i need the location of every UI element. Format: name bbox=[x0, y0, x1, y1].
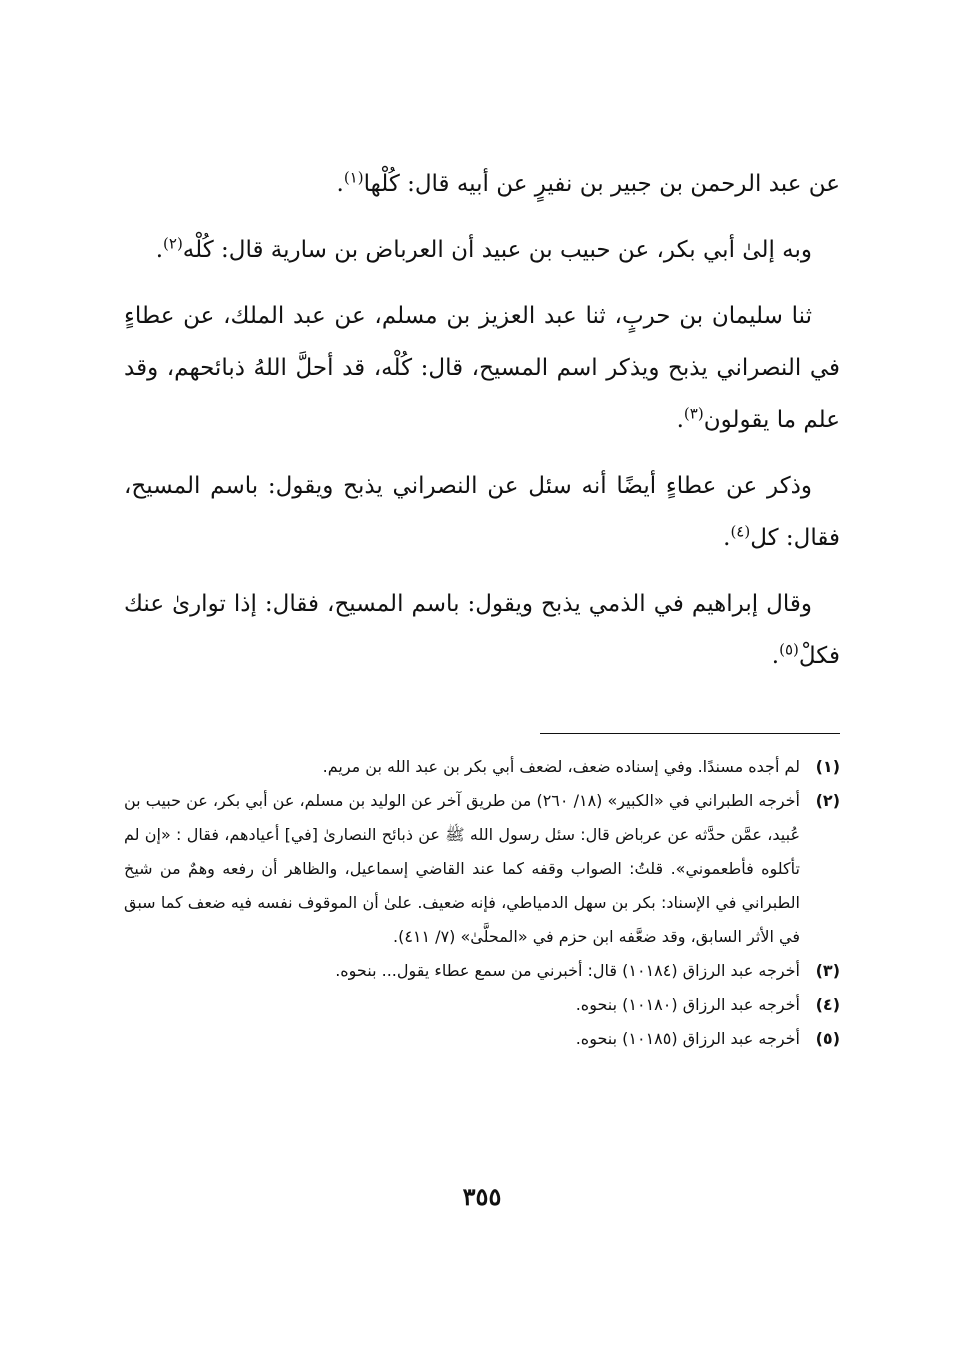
footnotes-list bbox=[124, 750, 840, 1056]
footnote-number: (٥) bbox=[815, 1029, 840, 1048]
footnote-number: (٢) bbox=[815, 791, 840, 810]
footnote-text: أخرجه عبد الرزاق (١٠١٨٥) بنحوه. bbox=[575, 1029, 800, 1048]
footnote-number: (٤) bbox=[815, 995, 840, 1014]
paragraph-end: . bbox=[676, 407, 684, 433]
paragraph-5 bbox=[124, 578, 840, 682]
paragraph-text: ثنا سليمان بن حربٍ، ثنا عبد العزيز بن مسلم، عن عبد الملك، عن عطاءٍ في النصراني يذبح ويذكر اسم المسيح، قال: كُلْه، قد أحلَّ اللهُ ذبائحهم، وقد علم ما يقولون bbox=[124, 303, 840, 433]
main-text bbox=[124, 158, 840, 696]
footnote-2 bbox=[124, 784, 840, 954]
paragraph-1 bbox=[124, 158, 840, 210]
footnote-text: أخرجه الطبراني في «الكبير» (١٨/ ٢٦٠) من طريق آخر عن الوليد بن مسلم، عن أبي بكر، عن حبيب بن عُبيد، عمَّن حدَّثه عن عرباض قال: سئل رسول الله ﷺ عن ذبائح النصارىٰ [في] أعيادهم، فقال : «إن لم تأكلوه فأطعموني». قلتُ: الصواب وقفه كما عند القاضي إسماعيل، والظاهر أن رفعه وهمٌ من شيخ الطبراني في الإسناد: بكر بن سهل الدمياطي، فإنه ضعيف. علىٰ أن الموقوف نفسه فيه ضعف كما سبق في الأثر السابق، وقد ضعَّفه ابن حزم في «المحلَّىٰ» (٧/ ٤١١). bbox=[124, 791, 800, 946]
footnote-ref: (٥) bbox=[779, 640, 799, 659]
footnote-number: (١) bbox=[815, 757, 840, 776]
paragraph-end: . bbox=[723, 525, 731, 551]
paragraph-text: وقال إبراهيم في الذمي يذبح ويقول: باسم المسيح، فقال: إذا توارىٰ عنك فكلْ bbox=[124, 591, 840, 669]
paragraph-end: . bbox=[771, 643, 780, 669]
footnote-text: أخرجه عبد الرزاق (١٠١٨٠) بنحوه. bbox=[575, 995, 800, 1014]
footnote-text: أخرجه عبد الرزاق (١٠١٨٤) قال: أخبرني من سمع عطاء يقول... بنحوه. bbox=[335, 961, 800, 980]
paragraph-text: عن عبد الرحمن بن جبير بن نفيرٍ عن أبيه قال: كُلْها bbox=[363, 171, 840, 197]
footnote-ref: (٢) bbox=[163, 234, 183, 253]
paragraph-end: . bbox=[155, 237, 164, 263]
footnote-ref: (٣) bbox=[683, 404, 704, 423]
paragraph-end: . bbox=[336, 171, 344, 197]
paragraph-4 bbox=[124, 460, 840, 564]
paragraph-text: وذكر عن عطاءٍ أيضًا أنه سئل عن النصراني يذبح ويقول: باسم المسيح، فقال: كل bbox=[124, 473, 840, 551]
footnote-separator bbox=[540, 733, 840, 734]
paragraph-2 bbox=[124, 224, 840, 276]
footnote-3 bbox=[124, 954, 840, 988]
footnote-1 bbox=[124, 750, 840, 784]
footnote-4 bbox=[124, 988, 840, 1022]
footnote-ref: (١) bbox=[343, 168, 364, 187]
paragraph-text: وبه إلىٰ أبي بكر، عن حبيب بن عبيد أن العرباض بن سارية قال: كُلْه bbox=[182, 237, 812, 263]
footnote-5 bbox=[124, 1022, 840, 1056]
footnote-number: (٣) bbox=[815, 961, 840, 980]
footnote-text: لم أجده مسندًا. وفي إسناده ضعف، لضعف أبي بكر بن عبد الله بن مريم. bbox=[322, 757, 800, 776]
footnote-ref: (٤) bbox=[730, 522, 751, 541]
paragraph-3 bbox=[124, 290, 840, 446]
page-number: ٣٥٥ bbox=[462, 1182, 502, 1211]
